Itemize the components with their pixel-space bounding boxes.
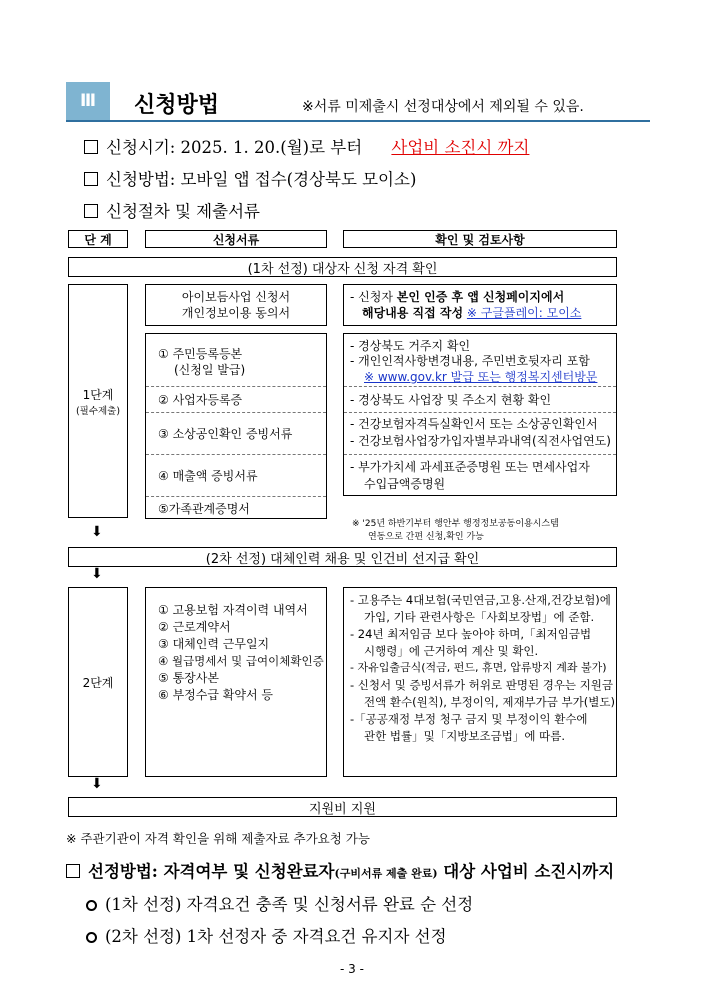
selection-title — [66, 858, 614, 882]
rows-docs-box — [145, 333, 327, 519]
method-line — [84, 166, 416, 190]
circle-bullet-icon — [86, 932, 97, 943]
row2-doc: ② 사업자등록증 — [158, 393, 243, 407]
section-number: Ⅲ — [66, 82, 110, 120]
stage2-check-8: -「공공재정 부정 청구 금지 및 부정이익 환수에 — [350, 712, 588, 726]
stage2-check-6: - 신청서 및 증빙서류가 허위로 판명된 경우는 지원금 — [350, 678, 614, 692]
stage2-check-3: - 24년 최저임금 보다 높아야 하며,「최저임금법 — [350, 627, 592, 641]
procedure-line — [84, 198, 260, 222]
row-divider — [146, 454, 326, 455]
period-highlight: 사업비 소진시 까지 — [391, 138, 530, 157]
selection-bullet-2-text: (2차 선정) 1차 선정자 중 자격요건 유지자 선정 — [105, 927, 447, 946]
selection-bullet-1-text: (1차 선정) 자격요건 충족 및 신청서류 완료 순 선정 — [105, 895, 474, 914]
stage1-sub: (필수제출) — [75, 405, 121, 417]
stage2-check-7: 전액 환수(원칙), 부정이익, 제재부가금 부가(별도) — [364, 695, 615, 709]
row4-check-2: 수입금액증명원 — [364, 477, 446, 491]
stage2-label: 2단계 — [68, 587, 128, 777]
square-bullet-icon — [84, 172, 98, 186]
selection-bullet-1 — [86, 891, 473, 915]
row5-note-2: 연동으로 간편 신청,확인 가능 — [368, 532, 484, 542]
stage2-docs-box — [145, 587, 327, 777]
header-docs: 신청서류 — [145, 230, 327, 248]
stage1-label: 1단계 — [82, 387, 114, 402]
down-arrow-icon: ⬇ — [91, 524, 103, 540]
header-check: 확인 및 검토사항 — [343, 230, 617, 248]
section-title: 신청방법 — [134, 93, 220, 118]
stage2-check-9: 관한 법률」및「지방보조금법」에 따름. — [364, 729, 565, 743]
row4-check-1: - 부가가치세 과세표준증명원 또는 면세사업자 — [350, 460, 590, 474]
row1-check-2: - 개인인적사항변경내용, 주민번호뒷자리 포함 — [350, 354, 590, 368]
row5-doc: ⑤가족관계증명서 — [158, 502, 250, 516]
row-divider — [146, 496, 326, 497]
final-banner: 지원비 지원 — [68, 797, 617, 817]
square-bullet-icon — [66, 864, 80, 878]
box-a-check-2-bold: 해당내용 직접 작성 — [362, 306, 464, 320]
box-a-doc-2: 개인정보이용 동의서 — [181, 306, 291, 320]
section-rule — [66, 120, 650, 122]
row-divider — [344, 454, 616, 455]
selection-title-small: (구비서류 제출 완료) — [334, 867, 438, 880]
down-arrow-icon: ⬇ — [91, 776, 103, 792]
selection-bullet-2 — [86, 923, 447, 947]
stage2-banner: (2차 선정) 대체인력 채용 및 인건비 선지급 확인 — [68, 547, 617, 567]
row-divider — [146, 386, 326, 387]
stage2-doc-3: ③ 대체인력 근무일지 — [158, 637, 270, 651]
stage1-banner: (1차 선정) 대상자 신청 자격 확인 — [68, 257, 617, 277]
stage2-check-2: 가입, 기타 관련사항은「사회보장법」에 준함. — [364, 610, 595, 624]
row3-doc: ③ 소상공인확인 증빙서류 — [158, 427, 293, 441]
gov-link[interactable]: ※ www.gov.kr 발급 또는 행정복지센터방문 — [364, 370, 598, 384]
box-a-check-bold: 본인 인증 후 앱 신청페이지에서 — [396, 290, 565, 304]
header-stage: 단 계 — [68, 230, 128, 248]
row4-doc: ④ 매출액 증빙서류 — [158, 469, 258, 483]
stage2-check-1: - 고용주는 4대보험(국민연금,고용.산재,건강보험)에 — [350, 593, 611, 607]
page-number: - 3 - — [340, 962, 364, 976]
row-divider — [344, 386, 616, 387]
row1-check-1: - 경상북도 거주지 확인 — [350, 339, 471, 353]
row3-check-1: - 건강보험자격득실확인서 또는 소상공인확인서 — [350, 417, 598, 431]
stage2-check-4: 시행령」에 근거하여 계산 및 확인. — [364, 644, 539, 658]
row5-note-1: ※ '25년 하반기부터 행안부 행정정보공동이용시스템 — [352, 519, 559, 529]
procedure-text: 신청절차 및 제출서류 — [106, 202, 260, 221]
stage2-doc-1: ① 고용보험 자격이력 내역서 — [158, 603, 308, 617]
stage2-check-5: - 자유입출금식(적금, 펀드, 휴면, 압류방지 계좌 불가) — [350, 661, 607, 674]
stage2-doc-2: ② 근로계약서 — [158, 620, 231, 634]
selection-title-a: 선정방법: 자격여부 및 신청완료자 — [88, 862, 335, 881]
box-a-checks — [343, 284, 617, 326]
rows-checks-box — [343, 333, 617, 496]
row2-check: - 경상북도 사업장 및 주소지 현황 확인 — [350, 393, 552, 407]
row-divider — [344, 412, 616, 413]
circle-bullet-icon — [86, 900, 97, 911]
square-bullet-icon — [84, 204, 98, 218]
stage2-doc-5: ⑤ 통장사본 — [158, 671, 219, 685]
footnote: ※ 주관기관이 자격 확인을 위해 제출자료 추가요청 가능 — [66, 831, 370, 846]
row1-doc-sub: (신청일 발급) — [174, 363, 246, 377]
box-a-doc-1: 아이보듬사업 신청서 — [181, 290, 291, 304]
stage2-checks-box — [343, 587, 617, 777]
down-arrow-icon: ⬇ — [91, 566, 103, 582]
stage1-label-box — [68, 284, 128, 518]
stage2-doc-6: ⑥ 부정수급 확약서 등 — [158, 688, 273, 702]
selection-title-b: 대상 사업비 소진시까지 — [437, 862, 615, 881]
row1-doc: ① 주민등록등본 — [158, 347, 243, 361]
google-play-link[interactable]: ※ 구글플레이: 모이소 — [466, 306, 582, 320]
row3-check-2: - 건강보험사업장가입자별부과내역(직전사업연도) — [350, 434, 611, 448]
stage2-doc-4: ④ 월급명세서 및 급여이체확인증 — [158, 654, 324, 668]
period-line — [84, 134, 529, 158]
square-bullet-icon — [84, 140, 98, 154]
row-divider — [146, 412, 326, 413]
period-label: 신청시기: 2025. 1. 20.(월)로 부터 — [106, 138, 363, 157]
box-a-check-prefix: - 신청자 — [350, 290, 397, 304]
section-note: ※서류 미제출시 선정대상에서 제외될 수 있음. — [302, 99, 584, 115]
box-a-docs — [145, 284, 327, 326]
method-text: 신청방법: 모바일 앱 접수(경상북도 모이소) — [106, 170, 417, 189]
